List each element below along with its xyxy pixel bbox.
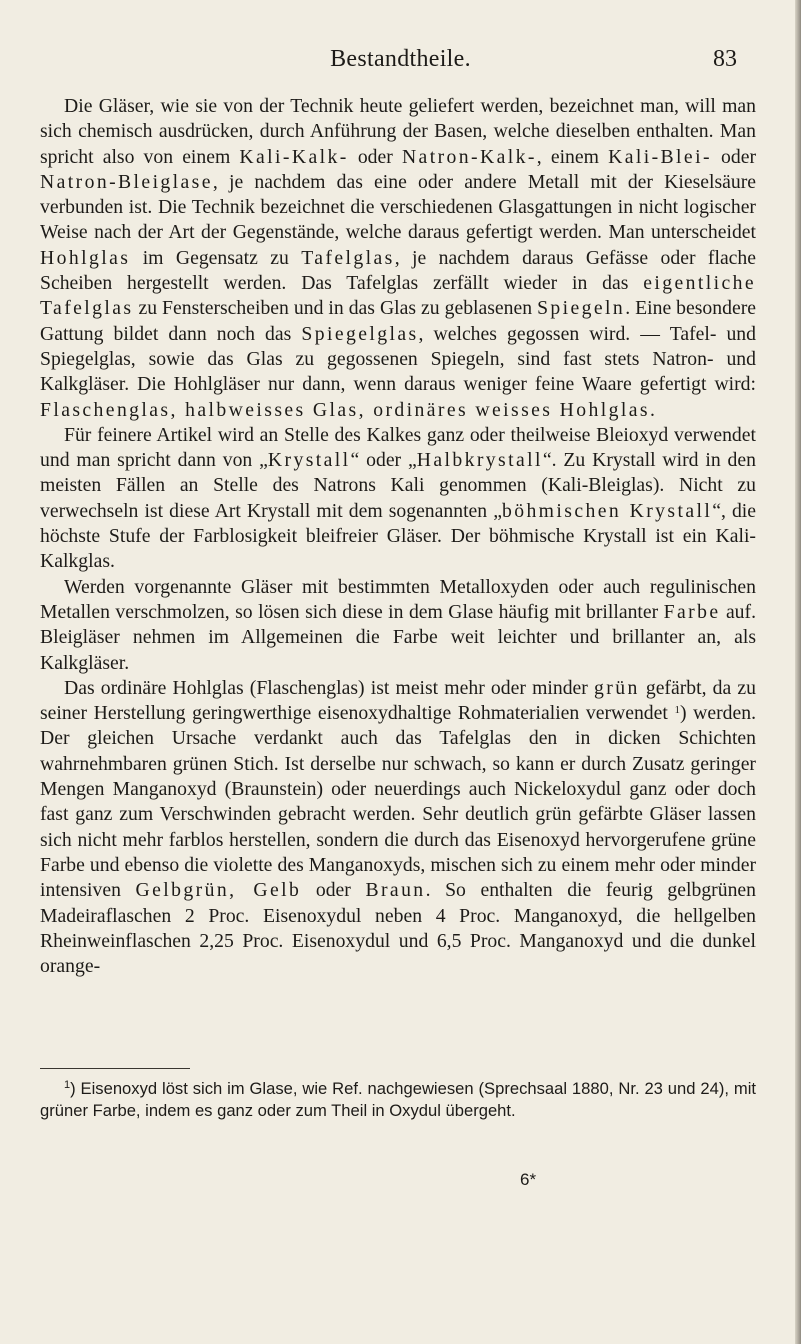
page-header: [0, 46, 801, 86]
text-run: ) werden. Der gleichen Ursache verdankt auch das Tafelglas den in dicken Schichten wahrnehmbaren grünen Stich. Ist derselbe nur schwach, so kann er durch Zusatz geringer Mengen Manganoxyd (Braunstein) oder neuerdings auch Nickeloxydul ganz oder doch fast ganz zum Verschwinden gebracht werden. Sehr deutlich grün gefärbte Gläser lassen sich nicht mehr farblos herstellen, sondern die durch das Eisenoxyd hervorgerufene grüne Farbe und ebenso die violette des Manganoxyds, mischen sich zu einem mehr oder minder intensiven: [40, 702, 756, 902]
emphasized-term: Halbkrystall: [416, 449, 543, 472]
footnote-marker: 1: [64, 1079, 71, 1091]
text-run: zu Fensterscheiben und in das Glas zu geblasenen: [133, 297, 538, 320]
text-run: , je nachdem das eine oder andere Metall mit der Kieselsäure verbunden ist. Die Technik bezeichnet die verschiedenen Glasgattungen in nicht logischer Weise nach der Art der Gegenstände, welche daraus gefertigt werden. Man unterscheidet: [40, 170, 756, 244]
emphasized-term: Tafelglas: [301, 246, 395, 269]
text-run: ) Eisenoxyd löst sich im Glase, wie Ref. nachgewiesen (Sprechsaal 1880, Nr. 23 und 24), mit grüner Farbe, indem es ganz oder zum Theil in Oxydul übergeht.: [40, 1079, 756, 1120]
emphasized-term: Natron-Kalk-: [401, 145, 537, 168]
paragraph: [40, 423, 756, 575]
text-run: “. Zu Krystall wird in den meisten Fällen an Stelle des Natrons Kali genommen (Kali-Bleiglas). Nicht zu verwechseln ist diese Art Krystall mit dem sogenannten „: [40, 449, 756, 522]
text-run: , einem: [536, 145, 609, 168]
body-text: [40, 94, 756, 979]
running-title: Bestandtheile.: [330, 46, 471, 72]
text-run: . Eine besondere Gattung bildet dann noch das: [40, 297, 756, 345]
emphasized-term: Flaschenglas, halbweisses Glas, ordinäres weisses Hohlglas: [40, 398, 650, 421]
text-run: “, die höchste Stufe der Farblosigkeit bleifreier Gläser. Der böhmische Krystall ist ein Kali-Kalkglas.: [40, 499, 756, 573]
text-run: . So enthalten die feurig gelbgrünen Madeiraflaschen 2 Proc. Eisenoxydul neben 4 Proc. Manganoxyd, die hellgelben Rheinweinflaschen 2,25 Proc. Eisenoxydul und 6,5 Proc. Manganoxyd und die dunkel orange-: [40, 879, 757, 978]
emphasized-term: Natron-Bleiglase: [40, 170, 213, 193]
emphasized-term: böhmischen Krystall: [501, 499, 713, 522]
text-run: Für feinere Artikel wird an Stelle des Kalkes ganz oder theilweise Bleioxyd verwendet und man spricht dann von „: [40, 423, 756, 472]
emphasized-term: grün: [594, 676, 640, 699]
emphasized-term: Spiegeln: [537, 297, 626, 320]
emphasized-term: Braun: [365, 879, 426, 902]
text-run: oder: [301, 879, 366, 902]
page-edge-shadow: [795, 0, 801, 1344]
text-run: “ oder „: [350, 449, 417, 472]
text-run: .: [649, 398, 655, 421]
text-run: gefärbt, da zu seiner Herstellung geringwerthige eisenoxydhaltige Rohmaterialien verwendet: [40, 676, 756, 725]
paragraph: [40, 676, 756, 980]
emphasized-term: Spiegelglas: [301, 322, 419, 345]
footnotes: [40, 1078, 756, 1122]
text-run: im Gegensatz zu: [130, 246, 302, 269]
text-run: Das ordinäre Hohlglas (Flaschenglas) ist meist mehr oder minder: [64, 676, 594, 699]
emphasized-term: Hohlglas: [40, 246, 131, 269]
emphasized-term: Kali-Blei-: [608, 145, 712, 168]
page-number: 83: [713, 46, 737, 72]
footnote: [40, 1078, 756, 1122]
paragraph: [40, 575, 756, 676]
text-run: , je nachdem daraus Gefässe oder flache Scheiben hergestellt werden. Das Tafelglas zerfällt wieder in das: [40, 246, 757, 295]
text-run: Die Gläser, wie sie von der Technik heute geliefert werden, bezeichnet man, will man sich chemisch ausdrücken, durch Anführung der Basen, welche dieselben enthalten. Man spricht also von einem: [40, 95, 756, 168]
text-run: auf. Bleigläser nehmen im Allgemeinen die Farbe weit leichter und brillanter an, als Kalkgläser.: [40, 600, 756, 674]
paragraph: [40, 94, 756, 423]
text-run: Werden vorgenannte Gläser mit bestimmten Metalloxyden oder auch regulinischen Metallen verschmolzen, so lösen sich diese in dem Glase häufig mit brillanter: [40, 575, 756, 623]
emphasized-term: Krystall: [267, 449, 351, 472]
footnote-marker: 1: [674, 704, 680, 717]
signature-mark: 6*: [520, 1170, 537, 1189]
emphasized-term: Gelbgrün, Gelb: [135, 879, 302, 902]
text-run: , welches gegossen wird. — Tafel- und Spiegelglas, sowie das Glas zu gegossenen Spiegeln, sind fast stets Natron- und Kalkgläser. Die Hohlgläser nur dann, wenn daraus weniger feine Waare gefertigt wird:: [40, 322, 756, 396]
text-run: oder: [711, 145, 757, 168]
footnote-rule: [40, 1068, 190, 1069]
emphasized-term: eigentliche Tafelglas: [40, 272, 756, 320]
emphasized-term: Kali-Kalk-: [239, 145, 349, 168]
emphasized-term: Farbe: [663, 600, 721, 623]
text-run: oder: [348, 145, 402, 168]
